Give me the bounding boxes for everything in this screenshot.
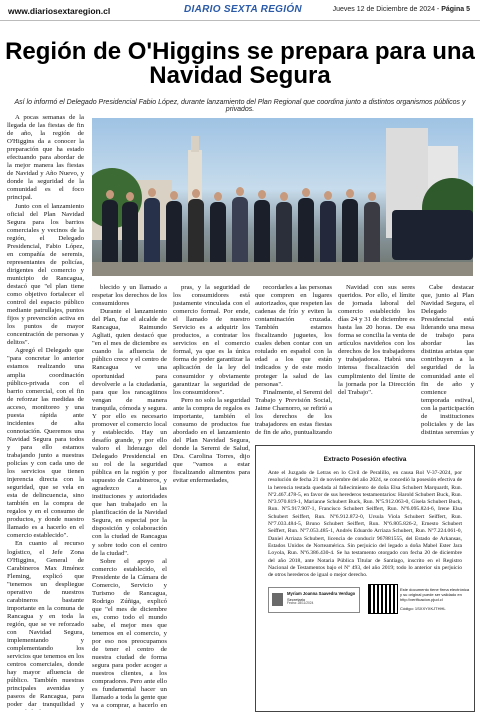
article-paragraph: pras, y la seguridad de los consumidores está justamente vinculada con el comercio formal. Por ende, el llamado de nuestro Servicio es a adquirir los productos, a contratar los servicios en el comercio formal, ya que es la única forma de poder garantizar la aplicación de la ley del consumidor y obviamente garantizar la seguridad de los consumidores". <box>173 284 250 396</box>
article-paragraph: Durante el lanzamiento del Plan, fue el alcalde de Rancagua, Raimundo Agliati, quien destacó que "en el mes de diciembre es cuando la afluencia de público crece y el centro de Rancagua ve una oportunidad para devolverle a la ciudadanía, para que los rancagüinos vengan de manera tranquila, cómoda y segura. Y por ello es necesario promover el comercio local y establecido. Hay un desafío grande, y por ello valoro el liderazgo del Delegado Presidencial en su rol de la seguridad pública en la región y por supuesto de Carabineros, y agradezco a las instituciones y autoridades que han trabajado en la planificación de la Navidad Segura, en especial por la disposición y colaboración con la ciudad de Rancagua y sobre todo con el centro de la ciudad". <box>92 308 167 557</box>
article-paragraph: A pocas semanas de la llegada de las fiestas de fin de año, la región de O'Higgins da a conocer la preparación que ha estado efectuando para abordar de la mejor manera las fiestas de Navidad y Año Nuevo, y donde la seguridad de la comunidad es el foco principal. <box>7 114 84 202</box>
person <box>276 202 292 262</box>
article-paragraph: recordarles a las personas que compren en lugares autorizados, que respeten las cadenas de frío y eviten la contaminación cruzada. También estamos fiscalizando juguetes, los cuales deben contar con un rotulado en español con la edad a los que están indicados y de este modo proteger la salud de las personas". <box>255 284 332 388</box>
person <box>210 202 226 262</box>
article-column-2 <box>92 284 167 710</box>
person <box>144 198 160 262</box>
person <box>320 201 336 262</box>
headline: Región de O'Higgins se prepara para una Navidad Segura <box>5 38 475 89</box>
person <box>364 202 380 262</box>
church-spire <box>191 136 199 152</box>
article-paragraph: Navidad con sus seres queridos. Por ello, el límite de jornada laboral del comercio establecido los días 24 y 31 de diciembre es hasta las 20 horas. De esa forma se concilia la venta de artículos navideños con los derechos de los trabajadores y trabajadoras. Habrá una intensa fiscalización del cumplimiento del límite de la jornada por la Dirección del Trabajo". <box>338 284 415 396</box>
notice-body: Ante el Juzgado de Letras en lo Civil de Peralillo, en causa Rol V-37-2024, por resolución de fecha 21 de noviembre del año 2024, se concedió la posesión efectiva de la herencia testada quedada al fallecimiento de doña Elsa Schubert Marquardt, Run. Nº2.467.478-5, en favor de sus herederos testamentarios: Harold Schubert Buck, Run. Nº3.970.819-1, Marianne Schubert Buck, Run. Nº5.912.063-0, Gisela Schubert Buck, Run. Nº5.917.907-1, Francisco Schubert Seiffert, Run. Nº6.095.824-6, Irene Elsa Schubert Seiffert, Run. Nº6.912.872-0, Ursula Viola Schubert Seiffert, Run. Nº7.033.484-5, Bruno Schubert Seiffert, Run. Nº6.805.826-2, Ernesto Schubert Seiffert, Run. Nº7.053.485-1, Andrés Eduardo Arriaza Schubert, Run. Nº7.224.061-0, Daniel Arriaza Schubert, licencia de conducir 967881555, del Estado de Arkansas, Estados Unidos de Norteamérica. Sin perjuicio del legado a doña Mabel Ester Jara Loyola, Run. Nº6.386.430-4. Se ha testamento otorgado con fecha 20 de diciembre del año 2018, ante Notaria Pública Titular de Santiago, inscrito en el Registro Nacional de Testamentos bajo el Nº 493, del año 2019; todo lo anterior sin perjuicio de otros herederos de igual o mejor derecho. <box>268 470 463 579</box>
qr-code-icon[interactable] <box>368 584 398 614</box>
article-paragraph: Pero no solo la seguridad ante la compra de regalos es importante, también el consumo de productos fue abordado en el lanzamiento del Plan Navidad Segura, donde la Seremi de Salud, Dra. Carolina Torres, dijo que "vamos a estar fiscalizando alimentos para evitar enfermedades, <box>173 396 250 485</box>
notice-title: Extracto Posesión efectiva <box>323 456 407 463</box>
article-column-5 <box>338 284 415 436</box>
person <box>342 199 358 262</box>
issue-date <box>333 6 470 13</box>
verification-text: Este documento tiene firma electrónica y su original puede ser validado en http://verificacion.pjud.cl <box>400 587 470 602</box>
signature-stamp-icon <box>272 593 283 606</box>
subheadline: Así lo informó el Delegado Presidencial Fabio López, durante lanzamiento del Plan Regional que coordina junto a distintos organismos públicos y privados. <box>14 99 466 113</box>
article-column-4 <box>255 284 332 436</box>
date-text: Jueves 12 de Diciembre de 2024 - <box>332 6 440 13</box>
person <box>122 202 138 262</box>
person <box>188 199 204 262</box>
legal-notice <box>255 445 475 712</box>
page-header <box>0 0 480 21</box>
electronic-signature <box>268 587 360 613</box>
article-paragraph: Agregó el Delegado que "para concretar lo anterior estamos realizando una amplia coordinación público-privada con el barrio comercial, con el fin de reforzar las medidas de acceso, monitoreo y una puesta rápida ante incidentes de alta connotación. Queremos una Navidad Segura para todos y para ello estamos trabajando junto a nuestras policías y con cada uno de los servicios que tienen injerencia directa con la seguridad, que se vela en esta de delincuencia, sino también en la compra de regalos y en el consumo de productos, y donde nuestro llamado es a hacerlo en el comercio establecido". <box>7 347 84 540</box>
article-paragraph: Junto con el lanzamiento oficial del Plan Navidad Segura para los barrios comerciales y vecinos de la región, el Delegado Presidencial, Fabio López, en compañía de seremis, representantes de policías, dirigentes del comercio y municipio de Rancagua, destacó que "el plan tiene como objetivo fortalecer el control del espacio público mediante patrullajes, puntos fijos y prevención activa en los puntos de mayor concentración de personas y delitos". <box>7 202 84 347</box>
site-url[interactable]: www.diariosextaregion.cl <box>8 6 111 16</box>
article-paragraph: Finalmente, el Seremi del Trabajo y Previsión Social, Jaime Charnorro, se refirió a los derechos de los trabajadores en estas fiestas de fin de año, puntualizando <box>255 388 332 436</box>
verification-code: Código: 1SXXYXKJTHHL <box>400 606 446 611</box>
signer-role: Secretario <box>287 597 306 602</box>
page-number: Página 5 <box>441 6 470 13</box>
person <box>102 200 118 262</box>
newspaper-name: DIARIO SEXTA REGIÓN <box>184 4 302 15</box>
article-paragraph: Cabe destacar que, junto al Plan Navidad Segura, el Delegado Presidencial está liderando una mesa de trabajo para abordar las distintas aristas que contribuyen a la seguridad de la comunidad ante el fin de año y comience temporada estival, con la participación de instituciones policiales y de las distintas seremías y <box>421 284 474 436</box>
person <box>166 201 182 262</box>
article-paragraph: Sobre el apoyo al comercio establecido, el Presidente de la Cámara de Comercio, Servicio y Turismo de Rancagua, Rodrigo Zúñiga, explicó que "el mes de diciembre es, como todo el mundo sabe, el mejor mes que tenemos en el comercio, y por eso nos preocupamos de tener el centro de nuestra ciudad de forma segura para poder acoger a nuestros clientes, a los compradores. Pero ante ello es fundamental hacer un llamado a toda la gente que va a comprar, a hacerlo en <box>92 557 167 710</box>
person <box>298 198 314 262</box>
article-paragraph: En cuanto al recurso logístico, el Jefe Zona O'Higgins, General de Carabineros Max Jiménez Fleming, explicó que "tenemos un despliegue operativo de nuestros carabineros bastante importante en la comuna de Rancagua y en toda la región, que se ve reforzado con Navidad Segura, implementando y complementando los servicios que tenemos en los centros comerciales, donde hay mayor afluencia de público. También nuestras principales avenidas y paseos de Rancagua, para poder dar tranquilidad y <box>7 540 84 709</box>
signer-date: Fecha: 28/11/2024 <box>287 601 314 605</box>
article-photo <box>92 118 473 276</box>
person <box>254 200 270 262</box>
truck <box>392 210 473 260</box>
article-paragraph: blecido y un llamado a respetar los derechos de los consumidores <box>92 284 167 308</box>
pavement <box>92 262 473 276</box>
signer-name: Myriam Joanna Saavedra Verdugo <box>287 591 356 596</box>
article-column-3 <box>173 284 250 710</box>
article-column-1 <box>7 114 84 710</box>
person <box>232 197 248 262</box>
article-column-6 <box>421 284 474 436</box>
